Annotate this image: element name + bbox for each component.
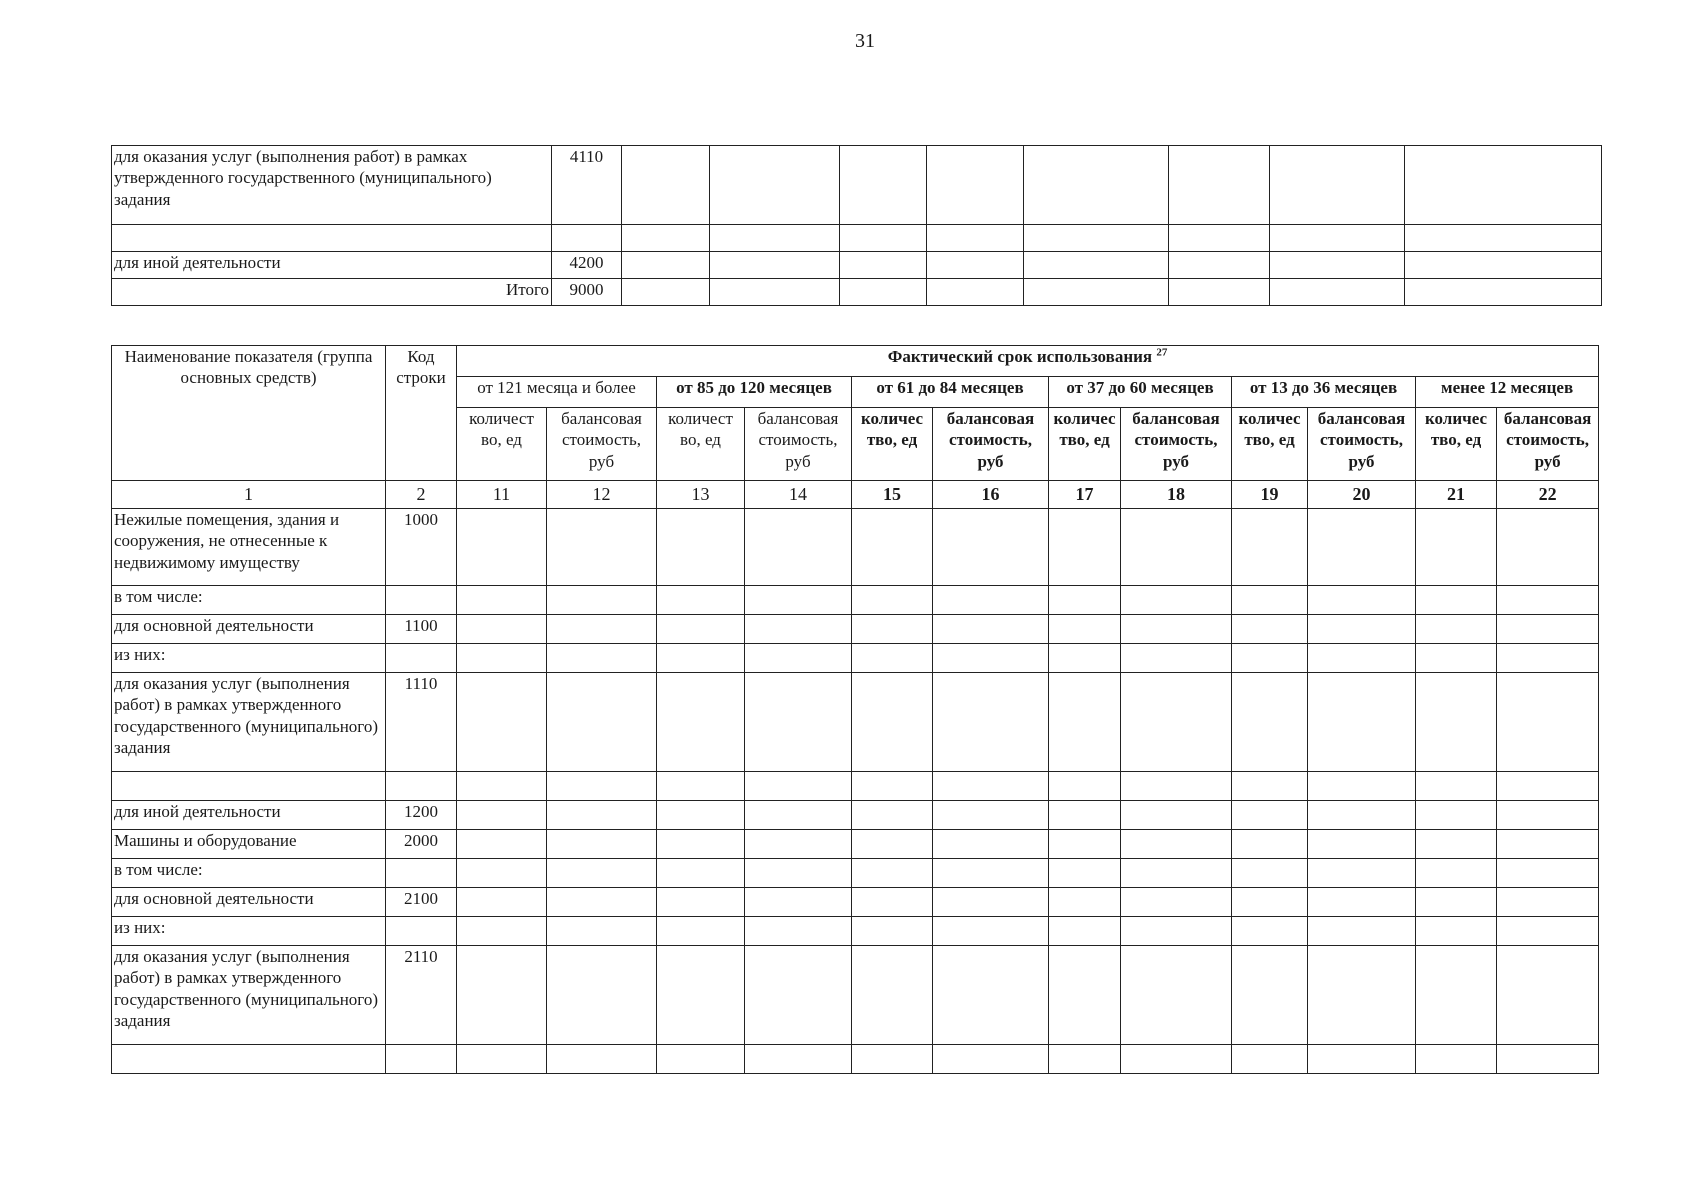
empty-cell (547, 644, 657, 673)
row-name: Машины и оборудование (112, 830, 386, 859)
header-subcolumn: количес тво, ед (1416, 408, 1497, 481)
column-number: 16 (933, 481, 1049, 509)
empty-cell (1497, 830, 1599, 859)
table-row (112, 772, 1599, 801)
table-row (112, 830, 1599, 859)
empty-cell (657, 509, 745, 586)
empty-cell (1497, 946, 1599, 1045)
empty-cell (1121, 586, 1232, 615)
row-code (386, 1045, 457, 1074)
row-name: для иной деятельности (112, 801, 386, 830)
empty-cell (547, 917, 657, 946)
empty-cell (745, 801, 852, 830)
empty-cell (1232, 586, 1308, 615)
empty-cell (745, 615, 852, 644)
empty-cell (1308, 615, 1416, 644)
empty-cell (1416, 946, 1497, 1045)
empty-cell (852, 859, 933, 888)
header-indicator-name: Наименование показателя (группа основных средств) (112, 346, 386, 481)
empty-cell (657, 801, 745, 830)
empty-cell (657, 673, 745, 772)
empty-cell (1308, 859, 1416, 888)
table-row (112, 946, 1599, 1045)
empty-cell (1049, 917, 1121, 946)
empty-cell (1416, 801, 1497, 830)
row-code: 2000 (386, 830, 457, 859)
empty-cell (1049, 615, 1121, 644)
empty-cell (1232, 888, 1308, 917)
row-code (386, 644, 457, 673)
empty-cell (1049, 509, 1121, 586)
empty-cell (457, 888, 547, 917)
empty-cell (1308, 1045, 1416, 1074)
empty-cell (1049, 946, 1121, 1045)
empty-cell (745, 772, 852, 801)
row-code: 2110 (386, 946, 457, 1045)
empty-cell (457, 917, 547, 946)
header-period: от 37 до 60 месяцев (1049, 377, 1232, 408)
empty-cell (657, 1045, 745, 1074)
empty-cell (457, 673, 547, 772)
column-number: 12 (547, 481, 657, 509)
empty-cell (1121, 917, 1232, 946)
empty-cell (657, 586, 745, 615)
empty-cell (657, 946, 745, 1045)
empty-cell (547, 946, 657, 1045)
empty-cell (1121, 615, 1232, 644)
header-subcolumn: балансовая стоимость, руб (1308, 408, 1416, 481)
header-actual-term: Фактический срок использования $^{27}$ (457, 346, 1599, 377)
header-period: от 121 месяца и более (457, 377, 657, 408)
empty-cell (657, 888, 745, 917)
empty-cell (1232, 772, 1308, 801)
empty-cell (1121, 509, 1232, 586)
row-code: 1100 (386, 615, 457, 644)
column-number: 17 (1049, 481, 1121, 509)
column-number: 18 (1121, 481, 1232, 509)
table-row (112, 509, 1599, 586)
header-subcolumn: количес тво, ед (1232, 408, 1308, 481)
table-row (112, 644, 1599, 673)
empty-cell (547, 830, 657, 859)
empty-cell (547, 772, 657, 801)
row-name (112, 225, 552, 252)
empty-cell (547, 586, 657, 615)
empty-cell (1308, 917, 1416, 946)
row-code: 4200 (552, 252, 622, 279)
empty-cell (657, 644, 745, 673)
empty-cell (1232, 644, 1308, 673)
empty-cell (1121, 859, 1232, 888)
main-table (111, 345, 1599, 1074)
empty-cell (1049, 644, 1121, 673)
row-name: из них: (112, 644, 386, 673)
header-subcolumn: балансовая стоимость, руб (547, 408, 657, 481)
empty-cell (547, 673, 657, 772)
row-code (386, 586, 457, 615)
column-numbers-row (112, 481, 1599, 509)
empty-cell (1308, 830, 1416, 859)
empty-cell (1416, 830, 1497, 859)
empty-cell (1497, 644, 1599, 673)
empty-cell (457, 615, 547, 644)
column-number: 20 (1308, 481, 1416, 509)
row-name: для основной деятельности (112, 615, 386, 644)
empty-cell (547, 615, 657, 644)
empty-cell (852, 801, 933, 830)
empty-cell (1416, 673, 1497, 772)
empty-cell (1416, 888, 1497, 917)
table-row (112, 917, 1599, 946)
empty-cell (852, 615, 933, 644)
empty-cell (933, 1045, 1049, 1074)
empty-cell (852, 917, 933, 946)
empty-cell (657, 830, 745, 859)
empty-cell (933, 801, 1049, 830)
empty-cell (547, 859, 657, 888)
empty-cell (657, 917, 745, 946)
row-code (386, 917, 457, 946)
column-number: 22 (1497, 481, 1599, 509)
empty-cell (1416, 509, 1497, 586)
empty-cell (745, 917, 852, 946)
row-code: 1200 (386, 801, 457, 830)
empty-cell (1232, 801, 1308, 830)
empty-cell (1308, 644, 1416, 673)
header-subcolumn: количест во, ед (457, 408, 547, 481)
column-number: 21 (1416, 481, 1497, 509)
empty-cell (933, 673, 1049, 772)
empty-cell (547, 509, 657, 586)
empty-cell (1308, 772, 1416, 801)
empty-cell (745, 1045, 852, 1074)
empty-cell (933, 946, 1049, 1045)
header-subcolumn: балансовая стоимость, руб (745, 408, 852, 481)
empty-cell (1497, 801, 1599, 830)
empty-cell (933, 586, 1049, 615)
empty-cell (1308, 946, 1416, 1045)
empty-cell (1416, 644, 1497, 673)
row-name: для основной деятельности (112, 888, 386, 917)
empty-cell (1497, 509, 1599, 586)
empty-cell (933, 888, 1049, 917)
total-label: Итого (112, 279, 552, 306)
row-code: 2100 (386, 888, 457, 917)
empty-cell (1049, 830, 1121, 859)
empty-cell (1049, 1045, 1121, 1074)
header-subcolumn: количес тво, ед (852, 408, 933, 481)
empty-cell (933, 509, 1049, 586)
empty-cell (547, 801, 657, 830)
row-name: из них: (112, 917, 386, 946)
row-code (552, 225, 622, 252)
empty-cell (1416, 859, 1497, 888)
main-table-body (112, 509, 1599, 1074)
empty-cell (457, 801, 547, 830)
empty-cell (745, 586, 852, 615)
empty-cell (1121, 830, 1232, 859)
row-name: для оказания услуг (выполнения работ) в рамках утвержденного государственного (муниципального) задания (112, 946, 386, 1045)
empty-cell (745, 830, 852, 859)
empty-cell (933, 644, 1049, 673)
empty-cell (1232, 615, 1308, 644)
empty-cell (852, 830, 933, 859)
table-row (112, 888, 1599, 917)
row-code (386, 772, 457, 801)
empty-cell (1049, 859, 1121, 888)
empty-cell (745, 888, 852, 917)
row-code: 4110 (552, 146, 622, 225)
header-subcolumn: количес тво, ед (1049, 408, 1121, 481)
table-row (112, 279, 1602, 306)
column-number: 13 (657, 481, 745, 509)
empty-cell (1121, 888, 1232, 917)
empty-cell (1308, 509, 1416, 586)
empty-cell (457, 586, 547, 615)
column-number: 14 (745, 481, 852, 509)
empty-cell (1232, 1045, 1308, 1074)
empty-cell (745, 644, 852, 673)
empty-cell (1416, 586, 1497, 615)
empty-cell (1308, 586, 1416, 615)
row-name: для оказания услуг (выполнения работ) в рамках утвержденного государственного (муниципального) задания (112, 673, 386, 772)
row-code (386, 859, 457, 888)
empty-cell (1416, 615, 1497, 644)
empty-cell (547, 1045, 657, 1074)
empty-cell (1308, 801, 1416, 830)
empty-cell (1121, 1045, 1232, 1074)
empty-cell (1416, 917, 1497, 946)
row-name: в том числе: (112, 859, 386, 888)
header-period: менее 12 месяцев (1416, 377, 1599, 408)
empty-cell (1497, 772, 1599, 801)
row-name: для оказания услуг (выполнения работ) в рамках утвержденного государственного (муниципального) задания (112, 146, 552, 225)
row-name (112, 772, 386, 801)
empty-cell (1049, 888, 1121, 917)
empty-cell (1497, 615, 1599, 644)
empty-cell (1049, 772, 1121, 801)
empty-cell (745, 509, 852, 586)
empty-cell (457, 859, 547, 888)
empty-cell (852, 644, 933, 673)
table-row (112, 252, 1602, 279)
empty-cell (657, 772, 745, 801)
empty-cell (457, 772, 547, 801)
header-subcolumn: балансовая стоимость, руб (1121, 408, 1232, 481)
empty-cell (1497, 859, 1599, 888)
empty-cell (457, 1045, 547, 1074)
column-number: 15 (852, 481, 933, 509)
empty-cell (1232, 673, 1308, 772)
row-name: в том числе: (112, 586, 386, 615)
empty-cell (852, 673, 933, 772)
empty-cell (1497, 673, 1599, 772)
empty-cell (657, 859, 745, 888)
header-subcolumn: количест во, ед (657, 408, 745, 481)
header-subcolumn: балансовая стоимость, руб (933, 408, 1049, 481)
empty-cell (852, 586, 933, 615)
table-row (112, 859, 1599, 888)
empty-cell (933, 772, 1049, 801)
empty-cell (852, 946, 933, 1045)
empty-cell (457, 946, 547, 1045)
empty-cell (1049, 586, 1121, 615)
table-row (112, 801, 1599, 830)
empty-cell (1497, 888, 1599, 917)
empty-cell (1232, 859, 1308, 888)
empty-cell (933, 615, 1049, 644)
header-period: от 61 до 84 месяцев (852, 377, 1049, 408)
empty-cell (745, 946, 852, 1045)
empty-cell (1416, 772, 1497, 801)
empty-cell (1121, 772, 1232, 801)
empty-cell (457, 509, 547, 586)
empty-cell (933, 917, 1049, 946)
table-row (112, 225, 1602, 252)
table-row (112, 1045, 1599, 1074)
empty-cell (1497, 917, 1599, 946)
empty-cell (933, 830, 1049, 859)
header-subcolumn: балансовая стоимость, руб (1497, 408, 1599, 481)
empty-cell (852, 509, 933, 586)
empty-cell (547, 888, 657, 917)
empty-cell (1232, 946, 1308, 1045)
empty-cell (745, 859, 852, 888)
empty-cell (1121, 644, 1232, 673)
header-row-code: Код строки (386, 346, 457, 481)
row-name: для иной деятельности (112, 252, 552, 279)
empty-cell (933, 859, 1049, 888)
empty-cell (1497, 586, 1599, 615)
page-number: 31 (855, 30, 875, 52)
empty-cell (1121, 673, 1232, 772)
empty-cell (1049, 801, 1121, 830)
empty-cell (852, 1045, 933, 1074)
table-row (112, 673, 1599, 772)
empty-cell (852, 772, 933, 801)
empty-cell (745, 673, 852, 772)
empty-cell (457, 644, 547, 673)
empty-cell (1121, 801, 1232, 830)
empty-cell (1121, 946, 1232, 1045)
column-number: 19 (1232, 481, 1308, 509)
table-row (112, 586, 1599, 615)
empty-cell (1232, 917, 1308, 946)
empty-cell (1308, 888, 1416, 917)
empty-cell (657, 615, 745, 644)
empty-cell (852, 888, 933, 917)
empty-cell (1416, 1045, 1497, 1074)
row-name (112, 1045, 386, 1074)
row-code: 9000 (552, 279, 622, 306)
empty-cell (457, 830, 547, 859)
row-name: Нежилые помещения, здания и сооружения, не отнесенные к недвижимому имуществу (112, 509, 386, 586)
column-number: 1 (112, 481, 386, 509)
column-number: 11 (457, 481, 547, 509)
header-period: от 13 до 36 месяцев (1232, 377, 1416, 408)
empty-cell (1497, 1045, 1599, 1074)
table-row (112, 146, 1602, 225)
empty-cell (1232, 509, 1308, 586)
row-code: 1000 (386, 509, 457, 586)
header-period: от 85 до 120 месяцев (657, 377, 852, 408)
column-number: 2 (386, 481, 457, 509)
footnote-marker: 27 (1156, 346, 1168, 359)
empty-cell (1232, 830, 1308, 859)
empty-cell (1308, 673, 1416, 772)
row-code: 1110 (386, 673, 457, 772)
top-table (111, 145, 1602, 306)
table-row (112, 615, 1599, 644)
empty-cell (1049, 673, 1121, 772)
